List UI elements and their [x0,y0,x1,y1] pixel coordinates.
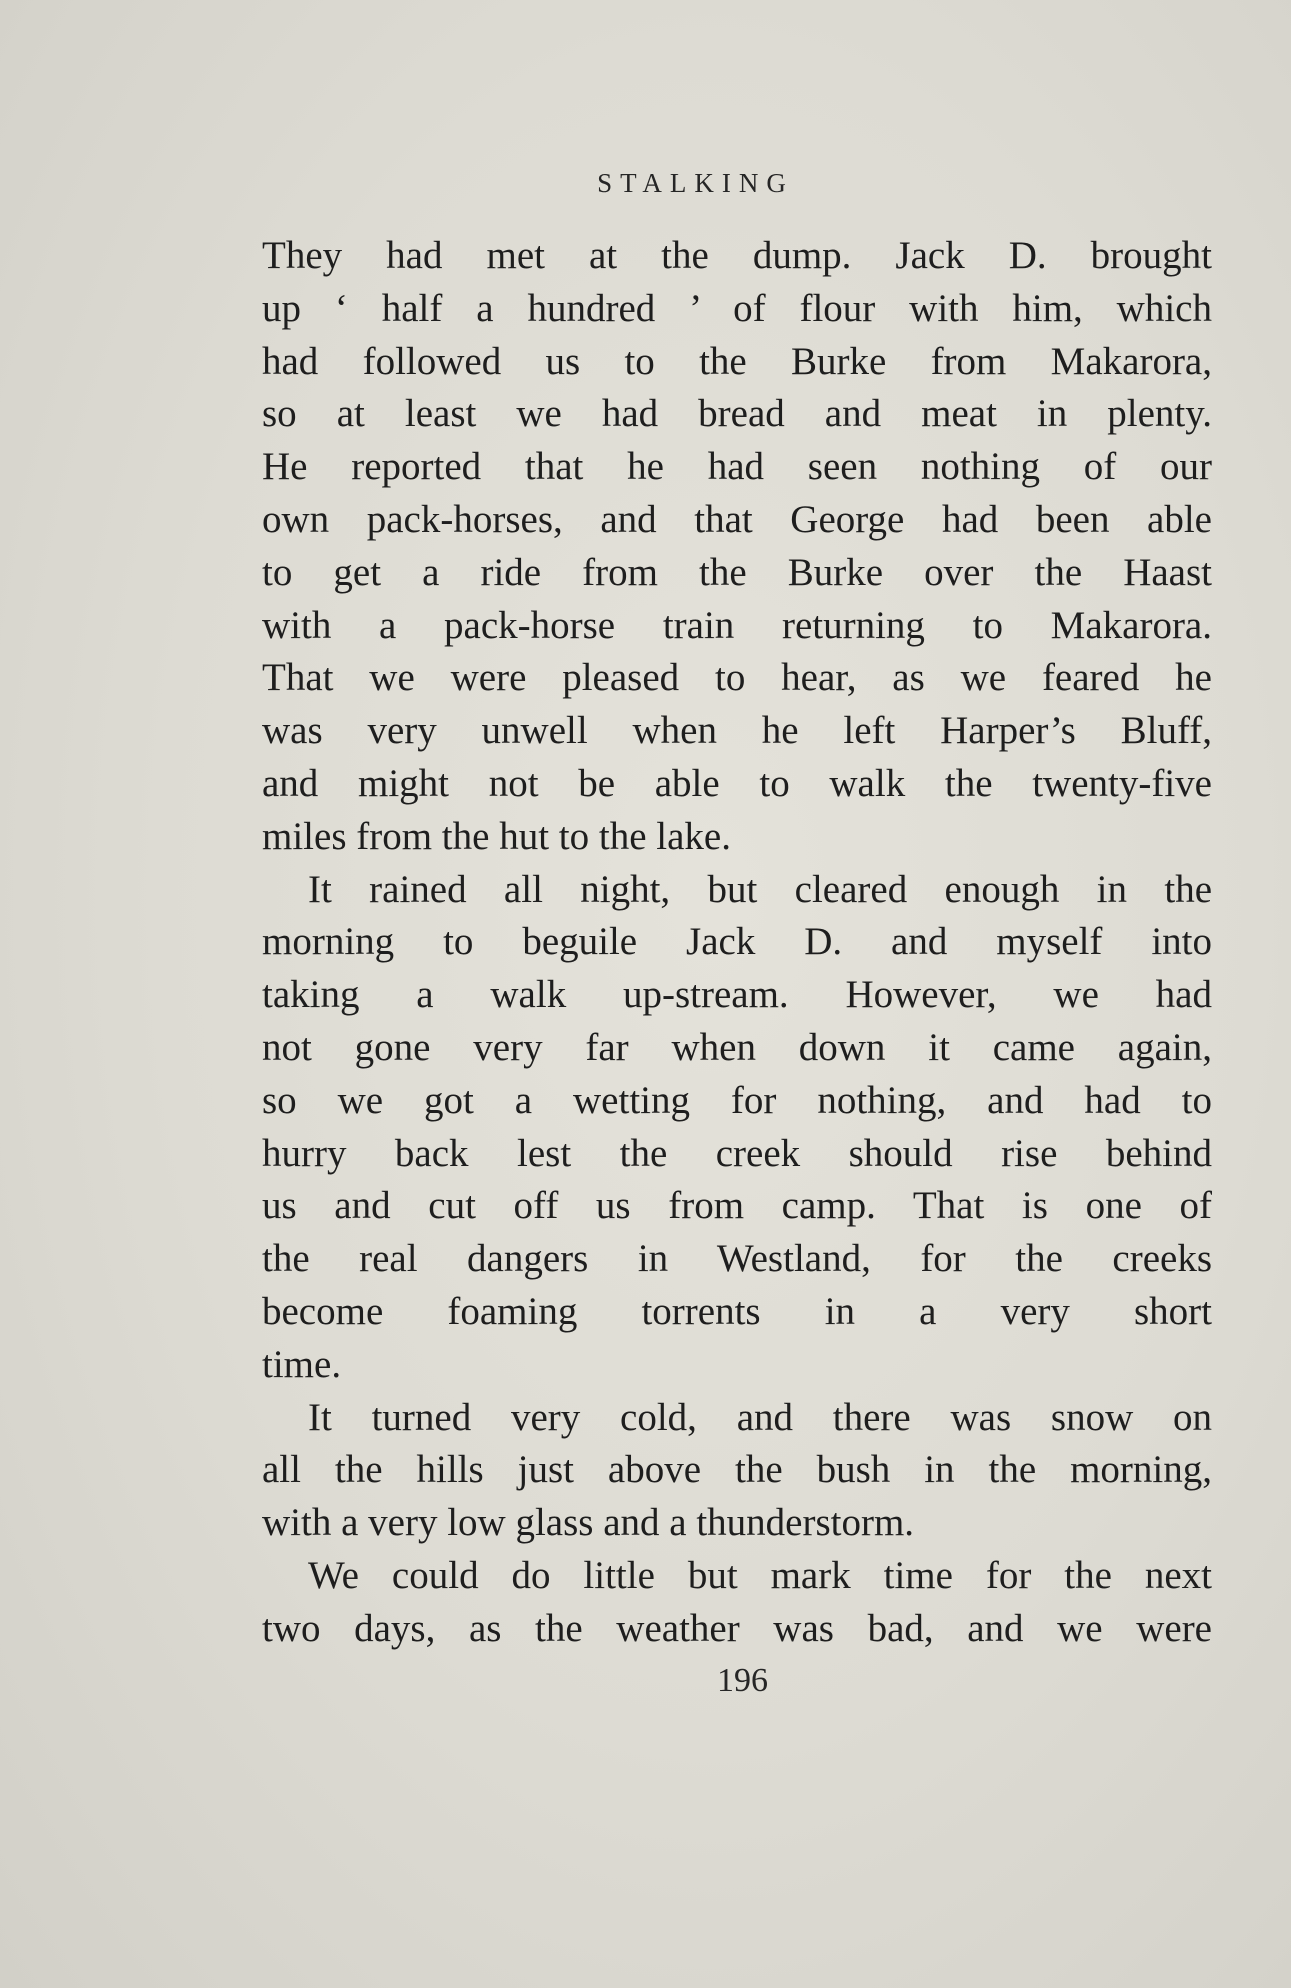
text-line: and might not be able to walk the twenty-five [262,761,1212,805]
text-line: morning to beguile Jack D. and myself into [262,920,1212,964]
text-line: all the hills just above the bush in the morning, [262,1448,1212,1492]
text-line: to get a ride from the Burke over the Haast [262,550,1212,594]
text-line: It rained all night, but cleared enough in the [308,867,1212,911]
text-line: us and cut off us from camp. That is one of [262,1184,1212,1228]
text-line: hurry back lest the creek should rise behind [262,1131,1212,1175]
text-line: not gone very far when down it came again, [262,1025,1212,1069]
text-line: become foaming torrents in a very short [262,1289,1212,1333]
paragraph-1 [262,230,1212,864]
text-line: miles from the hut to the lake. [262,814,731,858]
text-line: time. [262,1342,342,1386]
page-number: 196 [717,1662,768,1699]
running-head: STALKING [597,168,794,198]
text-line: They had met at the dump. Jack D. brought [262,234,1212,277]
text-line: up ‘ half a hundred ’ of flour with him, which [262,286,1212,330]
paragraph-2 [262,864,1212,1392]
text-line: the real dangers in Westland, for the creeks [262,1237,1212,1281]
text-line: had followed us to the Burke from Makarora, [262,339,1212,383]
body-text [262,230,1212,1656]
paragraph-4 [262,1550,1212,1656]
paragraph-3 [262,1392,1212,1550]
text-line: was very unwell when he left Harper’s Bluff, [262,709,1212,753]
text-line: He reported that he had seen nothing of our [262,445,1212,489]
text-line: We could do little but mark time for the next [308,1553,1212,1597]
text-line: with a very low glass and a thunderstorm. [262,1501,915,1545]
text-line: That we were pleased to hear, as we feared he [262,656,1212,700]
text-line: so we got a wetting for nothing, and had to [262,1078,1212,1122]
text-line: taking a walk up-stream. However, we had [262,973,1212,1017]
text-line: It turned very cold, and there was snow on [308,1395,1212,1439]
text-line: with a pack-horse train returning to Makarora. [262,603,1212,647]
text-line: two days, as the weather was bad, and we were [262,1606,1212,1650]
text-line: so at least we had bread and meat in plenty. [262,392,1212,436]
text-line: own pack-horses, and that George had been able [262,497,1212,541]
